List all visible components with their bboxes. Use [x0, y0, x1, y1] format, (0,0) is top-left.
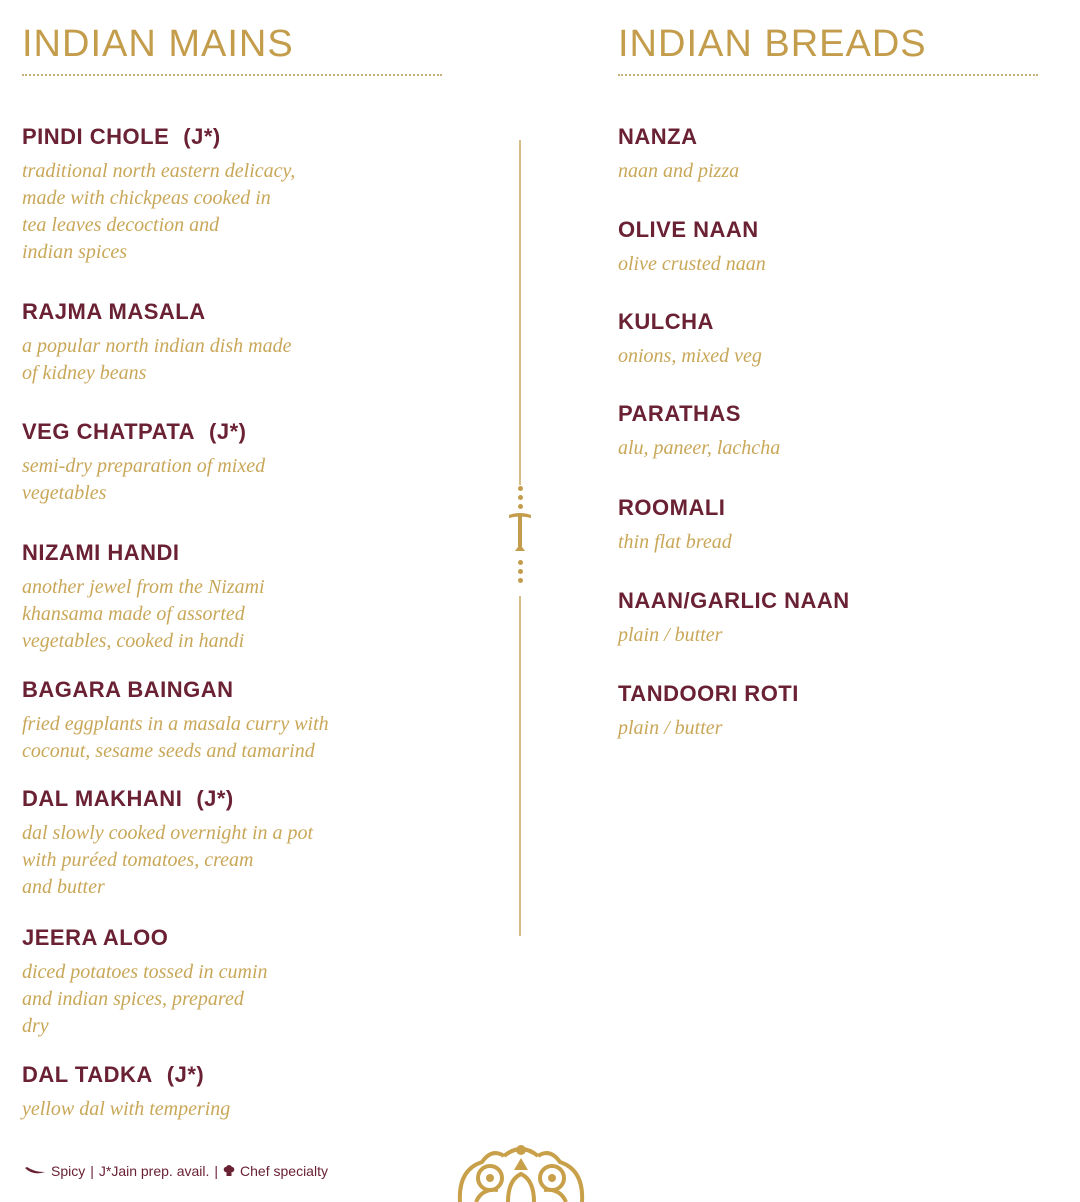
ornamental-emblem-icon — [452, 1140, 590, 1202]
breads-item-parathas — [618, 401, 780, 462]
item-description: dal slowly cooked overnight in a pot with puréed tomatoes, cream and butter — [22, 822, 314, 898]
mains-item-pindi-chole — [22, 124, 295, 266]
legend-chef: Chef specialty — [240, 1163, 328, 1179]
legend-spicy: Spicy — [51, 1163, 86, 1179]
chef-hat-icon — [223, 1165, 235, 1177]
jain-mark: (J*) — [209, 419, 247, 444]
item-description: another jewel from the Nizami khansama made of assorted vegetables, cooked in handi — [22, 576, 265, 652]
mains-item-rajma-masala — [22, 299, 291, 387]
item-name: PINDI CHOLE — [22, 124, 170, 149]
item-description: naan and pizza — [618, 160, 740, 182]
item-description: plain / butter — [618, 717, 723, 739]
center-divider-top-line — [519, 140, 521, 485]
breads-item-olive-naan — [618, 217, 766, 278]
item-description: thin flat bread — [618, 531, 732, 553]
mains-item-bagara-baingan — [22, 677, 329, 765]
item-name: ROOMALI — [618, 495, 726, 520]
legend-separator: | — [90, 1163, 94, 1179]
item-description: semi-dry preparation of mixed vegetables — [22, 455, 266, 504]
item-name: JEERA ALOO — [22, 925, 169, 950]
item-description: onions, mixed veg — [618, 345, 762, 367]
mains-title-divider — [22, 74, 442, 76]
legend-jain: J*Jain prep. avail. — [98, 1163, 210, 1179]
item-name: DAL MAKHANI — [22, 786, 183, 811]
item-description: alu, paneer, lachcha — [618, 437, 781, 459]
item-name: OLIVE NAAN — [618, 217, 759, 242]
item-name: TANDOORI ROTI — [618, 681, 799, 706]
mains-item-nizami-handi — [22, 540, 265, 655]
item-name: NANZA — [618, 124, 698, 149]
item-description: traditional north eastern delicacy, made with chickpeas cooked in tea leaves decoction and indian spices — [22, 160, 296, 263]
mains-item-dal-makhani — [22, 786, 313, 901]
item-name: VEG CHATPATA — [22, 419, 196, 444]
breads-item-tandoori-roti — [618, 681, 799, 742]
divider-dots-bottom — [517, 560, 523, 587]
t-monogram-icon — [506, 511, 534, 555]
mains-item-veg-chatpata — [22, 419, 265, 507]
breads-item-naan-garlic-naan — [618, 588, 850, 649]
item-name: KULCHA — [618, 309, 714, 334]
jain-mark: (J*) — [196, 786, 234, 811]
item-description: a popular north indian dish made of kidney beans — [22, 335, 292, 384]
item-name: NIZAMI HANDI — [22, 540, 180, 565]
jain-mark: (J*) — [183, 124, 221, 149]
breads-item-roomali — [618, 495, 732, 556]
item-description: fried eggplants in a masala curry with coconut, sesame seeds and tamarind — [22, 713, 329, 762]
divider-dots-top — [517, 486, 523, 513]
mains-item-jeera-aloo — [22, 925, 268, 1040]
mains-section-title: INDIAN MAINS — [22, 23, 294, 65]
center-divider-bottom-line — [519, 596, 521, 936]
item-description: yellow dal with tempering — [22, 1098, 231, 1120]
item-name: BAGARA BAINGAN — [22, 677, 234, 702]
breads-item-nanza — [618, 124, 739, 185]
breads-title-divider — [618, 74, 1038, 76]
breads-item-kulcha — [618, 309, 762, 370]
item-description: plain / butter — [618, 624, 723, 646]
item-name: DAL TADKA — [22, 1062, 153, 1087]
item-description: diced potatoes tossed in cumin and indian spices, prepared dry — [22, 961, 268, 1037]
breads-section-title: INDIAN BREADS — [618, 23, 927, 65]
menu-legend — [24, 1163, 328, 1179]
item-name: NAAN/GARLIC NAAN — [618, 588, 850, 613]
legend-separator: | — [214, 1163, 219, 1179]
item-description: olive crusted naan — [618, 253, 766, 275]
chili-icon — [24, 1166, 46, 1176]
item-name: PARATHAS — [618, 401, 741, 426]
jain-mark: (J*) — [166, 1062, 205, 1087]
item-name: RAJMA MASALA — [22, 299, 206, 324]
mains-item-dal-tadka — [22, 1062, 230, 1123]
